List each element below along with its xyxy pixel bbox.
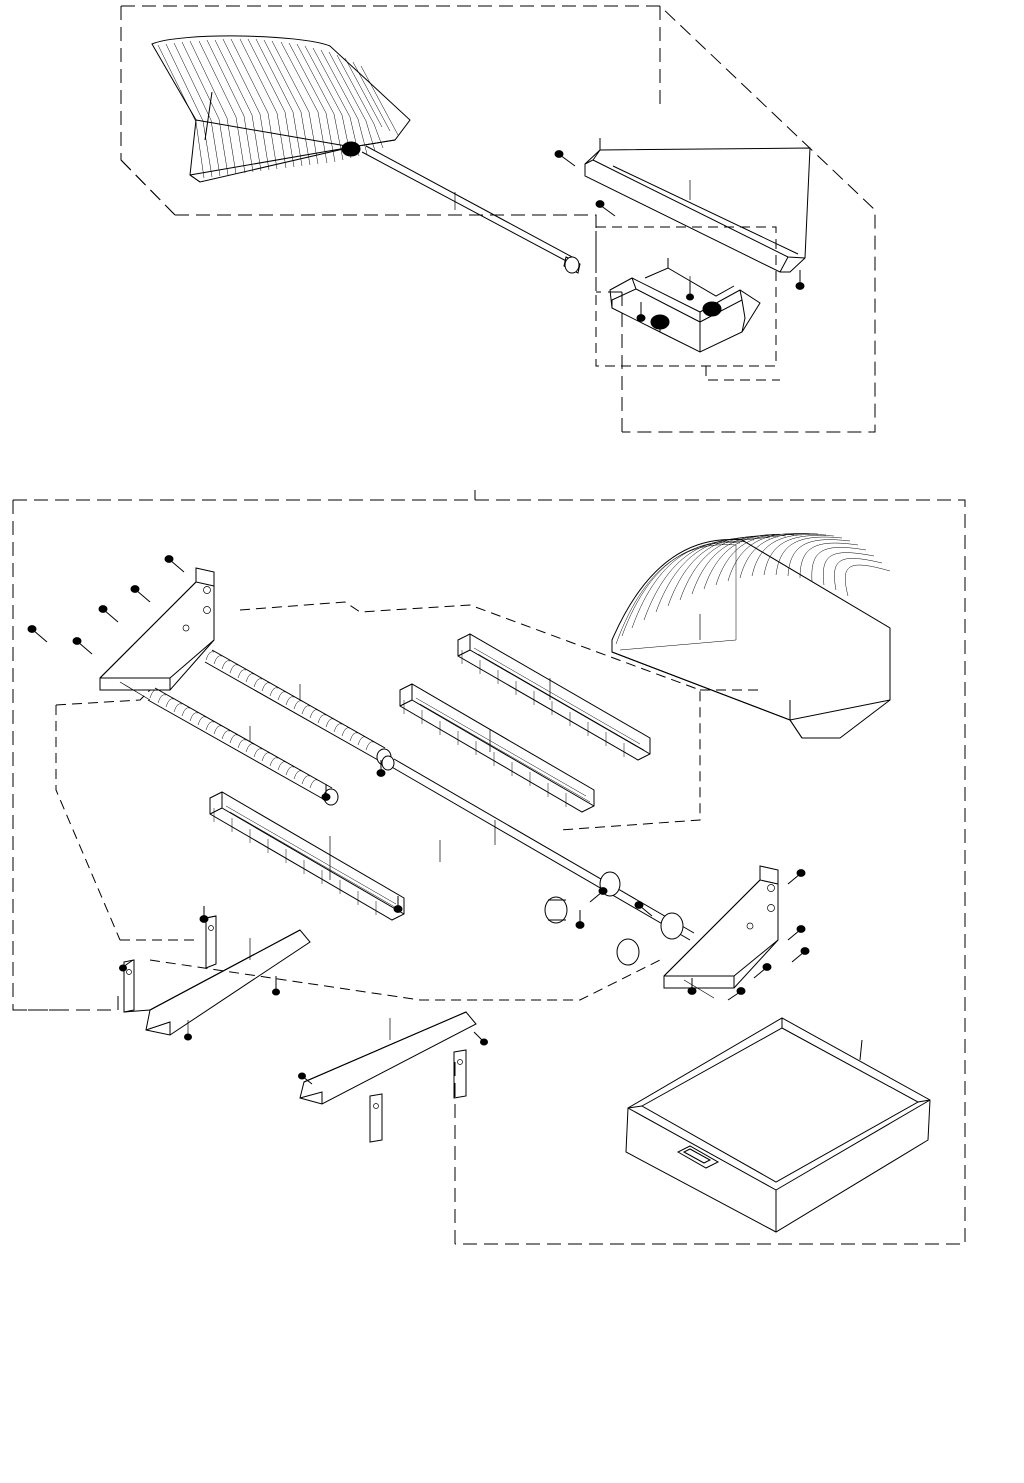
fastener-set-lower [28, 556, 809, 1000]
tray-handle [678, 1146, 718, 1168]
linkage-bracket-subassembly [610, 258, 760, 352]
left-side-plate [100, 568, 214, 700]
long-shaft-with-bushings [382, 756, 694, 965]
finger-grid-comb-panel-upper [152, 36, 410, 182]
fastener [28, 626, 47, 642]
fastener [165, 556, 184, 572]
fastener [590, 888, 607, 902]
fastener [637, 302, 645, 321]
fastener [754, 964, 771, 978]
fastener [728, 988, 745, 1000]
fastener [792, 948, 809, 962]
perforated-rail-middle [400, 684, 594, 812]
fastener-set-upper [555, 151, 804, 322]
finger-grid-comb-panel-lower [612, 533, 890, 738]
long-shaft-rod-upper [342, 142, 580, 273]
guide-channel-plate-upper [585, 138, 810, 272]
collection-tray [626, 1018, 930, 1232]
fastener [555, 151, 575, 166]
fastener [131, 586, 150, 602]
fastener [576, 910, 584, 928]
cross-brace-left [120, 916, 311, 1040]
linkage-subassembly-outline [596, 227, 780, 380]
fastener [796, 270, 804, 289]
fastener [394, 896, 402, 912]
lower-assembly-outline [13, 490, 965, 1244]
cross-brace-right [299, 1012, 488, 1142]
perforated-rail-lower [210, 792, 404, 920]
fastener [73, 638, 92, 654]
fastener [788, 870, 805, 884]
fastener [200, 906, 208, 922]
fastener [788, 926, 805, 940]
fastener [596, 201, 615, 216]
fastener [99, 606, 118, 622]
perforated-rail-upper [458, 634, 650, 760]
upper-assembly-outline [121, 6, 875, 432]
projection-lines [56, 602, 760, 1000]
